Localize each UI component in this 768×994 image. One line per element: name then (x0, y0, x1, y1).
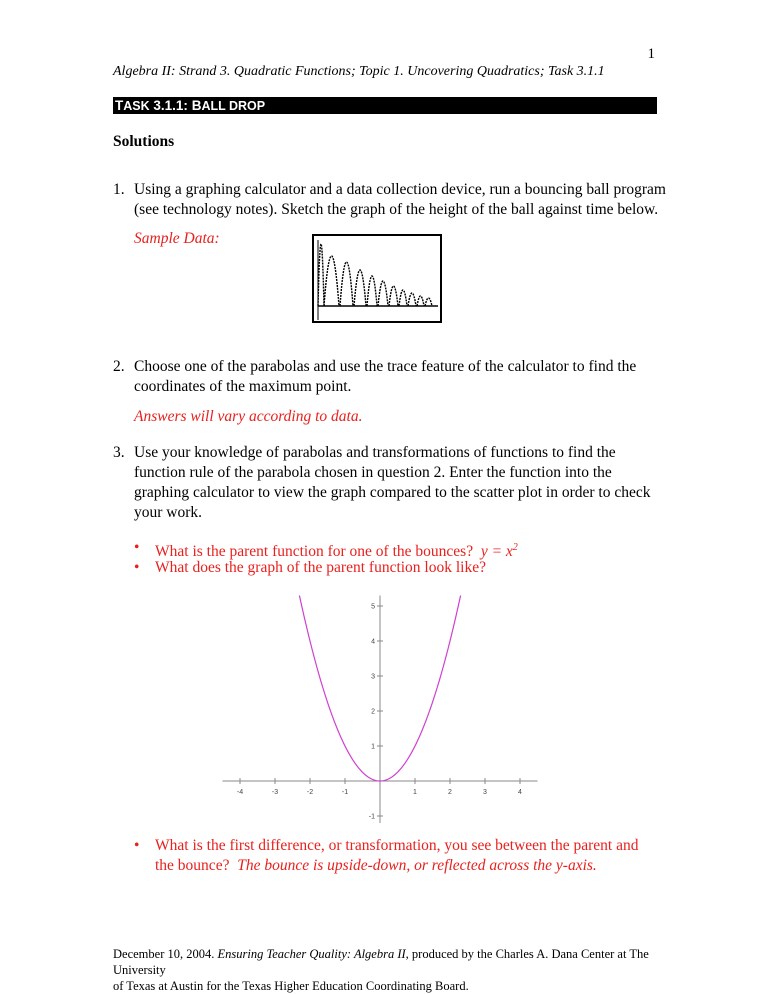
y-tick-label: 5 (371, 603, 375, 611)
question-text-line: Use your knowledge of parabolas and transformations of functions to find the (134, 444, 616, 461)
task-prefix-rest: ASK (123, 99, 150, 113)
x-tick-label: -4 (236, 789, 244, 796)
bounce-arc (324, 256, 339, 306)
bounce-arc (354, 270, 366, 306)
bounce-arc (318, 244, 324, 306)
x-tick-label: 3 (483, 789, 487, 796)
bullet-question: What does the graph of the parent function look like? (155, 559, 486, 576)
task-number: 3.1.1: (149, 98, 192, 113)
x-tick-label: 2 (448, 789, 452, 796)
x-tick-label: -2 (306, 789, 314, 796)
bounce-arcs (318, 244, 432, 306)
task-prefix-initial: T (115, 98, 124, 113)
solutions-heading: Solutions (113, 133, 175, 150)
task-title-rest: ALL DROP (201, 99, 266, 113)
question-number: 3. (113, 444, 125, 461)
x-tick-label: -3 (271, 789, 279, 796)
bullet-question-line: What is the first difference, or transformation, you see between the parent and (155, 837, 639, 854)
y-tick-label: 2 (371, 708, 375, 716)
bullet-icon: • (134, 837, 140, 854)
bullet-icon: • (134, 539, 140, 556)
question-number: 1. (113, 181, 125, 198)
answer-varies: Answers will vary according to data. (134, 408, 363, 425)
question-text-line: graphing calculator to view the graph compared to the scatter plot in order to check (134, 484, 651, 501)
y-tick-label: -1 (368, 813, 375, 821)
y-tick-label: 4 (371, 638, 375, 646)
question-text-line: coordinates of the maximum point. (134, 378, 352, 395)
task-title-initial: B (191, 98, 202, 113)
bounce-arc (389, 286, 398, 306)
footer-date: December 10, 2004. (113, 947, 218, 961)
bullet-answer: The bounce is upside-down, or reflected across the y-axis. (237, 857, 597, 874)
calculator-screen-graph (312, 234, 442, 323)
bullet-question: What is the parent function for one of the bounces? (155, 543, 474, 561)
bounce-arc (340, 262, 353, 306)
plot-axes (223, 596, 538, 824)
parabola-graph (200, 594, 560, 830)
y-tick-label: 3 (371, 673, 375, 681)
question-text-line: Choose one of the parabolas and use the trace feature of the calculator to find the (134, 358, 637, 375)
bounce-arc (378, 281, 388, 306)
page-number: 1 (647, 46, 655, 62)
question-text-line: Using a graphing calculator and a data collection device, run a bouncing ball program (134, 181, 666, 198)
bullet-icon: • (134, 559, 140, 576)
x-tick-label: 4 (518, 789, 522, 796)
bounce-arc (408, 293, 416, 306)
bounce-arc (425, 298, 432, 306)
bullet-question-line: the bounce? (155, 857, 230, 874)
y-tick-label: 1 (371, 743, 375, 751)
bullet-answer: y = x (480, 543, 513, 561)
footer-text: of Texas at Austin for the Texas Higher Education Coordinating Board. (113, 979, 469, 993)
plot-ticks (237, 604, 522, 821)
footer-text: , produced by the Charles A. Dana Center at The University (113, 947, 649, 977)
bullet-answer-exponent: 2 (512, 542, 518, 553)
x-tick-label: 1 (413, 789, 417, 796)
question-number: 2. (113, 358, 125, 375)
answer-sample-data: Sample Data: (134, 230, 220, 247)
task-title-bar (113, 97, 657, 114)
x-tick-label: -1 (341, 789, 349, 796)
page-footer (113, 946, 673, 994)
bounce-arc (417, 296, 424, 306)
question-text-line: (see technology notes). Sketch the graph of the height of the ball against time below. (134, 201, 659, 218)
footer-title: Ensuring Teacher Quality: Algebra II (217, 947, 406, 961)
question-text-line: function rule of the parabola chosen in question 2. Enter the function into the (134, 464, 612, 481)
running-head: Algebra II: Strand 3. Quadratic Functions; Topic 1. Uncovering Quadratics; Task 3.1.1 (113, 64, 605, 79)
bounce-arc (399, 290, 407, 306)
question-text-line: your work. (134, 504, 203, 521)
bounce-plot (314, 236, 440, 321)
bounce-arc (367, 276, 377, 306)
